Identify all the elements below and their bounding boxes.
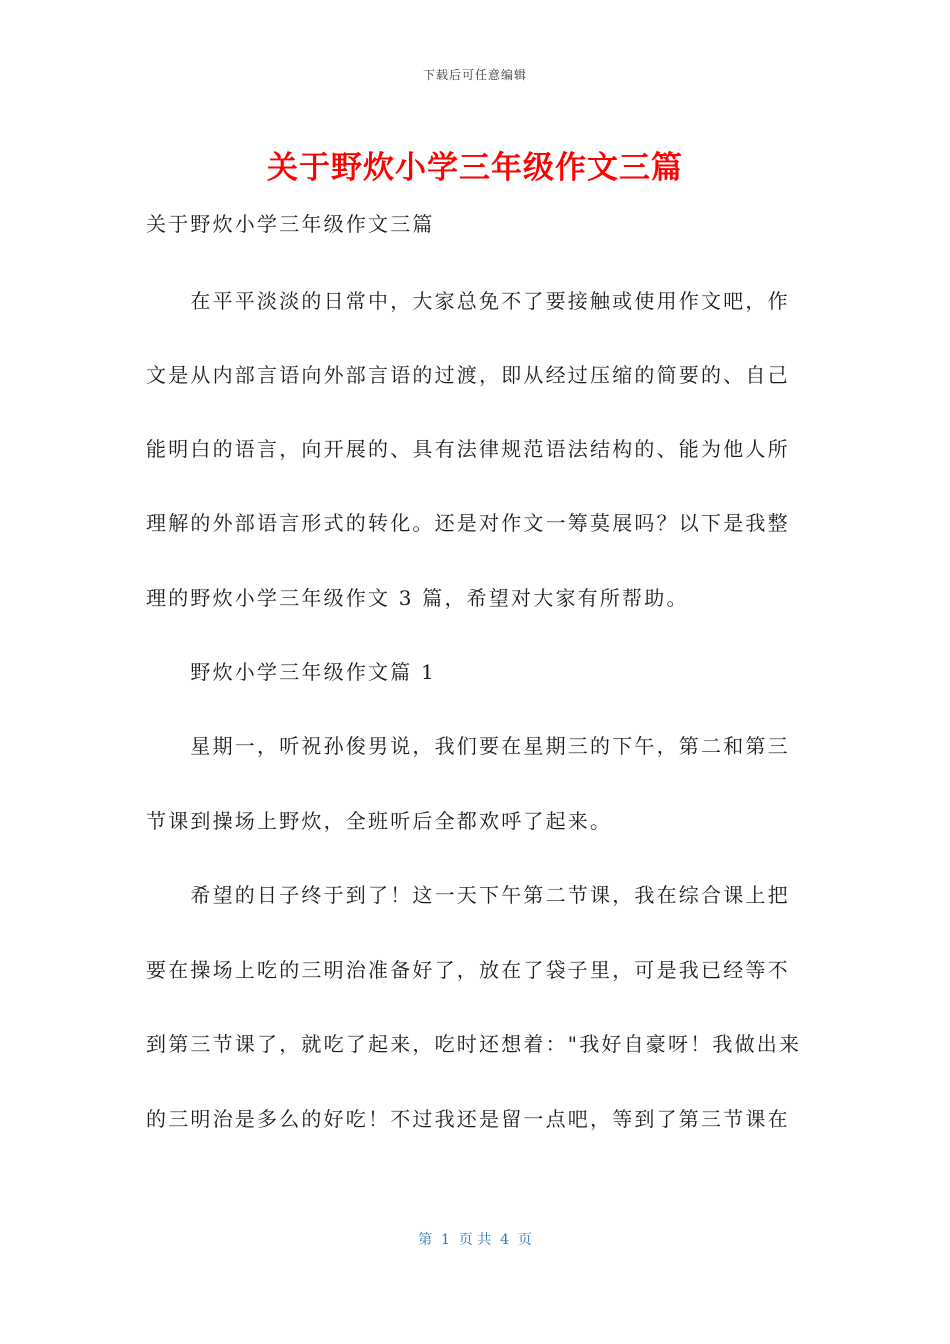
body-line: 的三明治是多么的好吃！不过我还是留一点吧，等到了第三节课在 <box>146 1107 790 1131</box>
page-number-footer: 第 1 页 共 4 页 <box>418 1232 532 1248</box>
body-line: 文是从内部言语向外部言语的过渡，即从经过压缩的简要的、自己 <box>146 363 790 387</box>
body-line: 在平平淡淡的日常中，大家总免不了要接触或使用作文吧，作 <box>146 289 790 313</box>
body-line: 要在操场上吃的三明治准备好了，放在了袋子里，可是我已经等不 <box>146 958 790 982</box>
body-line: 理的野炊小学三年级作文 3 篇，希望对大家有所帮助。 <box>146 586 689 610</box>
body-line: 理解的外部语言形式的转化。还是对作文一筹莫展吗？以下是我整 <box>146 511 790 535</box>
subtitle-line: 关于野炊小学三年级作文三篇 <box>146 212 435 236</box>
body-line: 希望的日子终于到了！这一天下午第二节课，我在综合课上把 <box>146 883 790 907</box>
body-line: 星期一，听祝孙俊男说，我们要在星期三的下午，第二和第三 <box>146 734 790 758</box>
document-title: 关于野炊小学三年级作文三篇 <box>267 150 683 186</box>
body-line: 节课到操场上野炊，全班听后全都欢呼了起来。 <box>146 809 613 833</box>
header-note: 下载后可任意编辑 <box>422 68 527 82</box>
body-line: 到第三节课了，就吃了起来，吃时还想着："我好自豪呀！我做出来 <box>146 1032 802 1056</box>
body-line: 能明白的语言，向开展的、具有法律规范语法结构的、能为他人所 <box>146 437 790 461</box>
section-heading: 野炊小学三年级作文篇 1 <box>146 660 436 684</box>
